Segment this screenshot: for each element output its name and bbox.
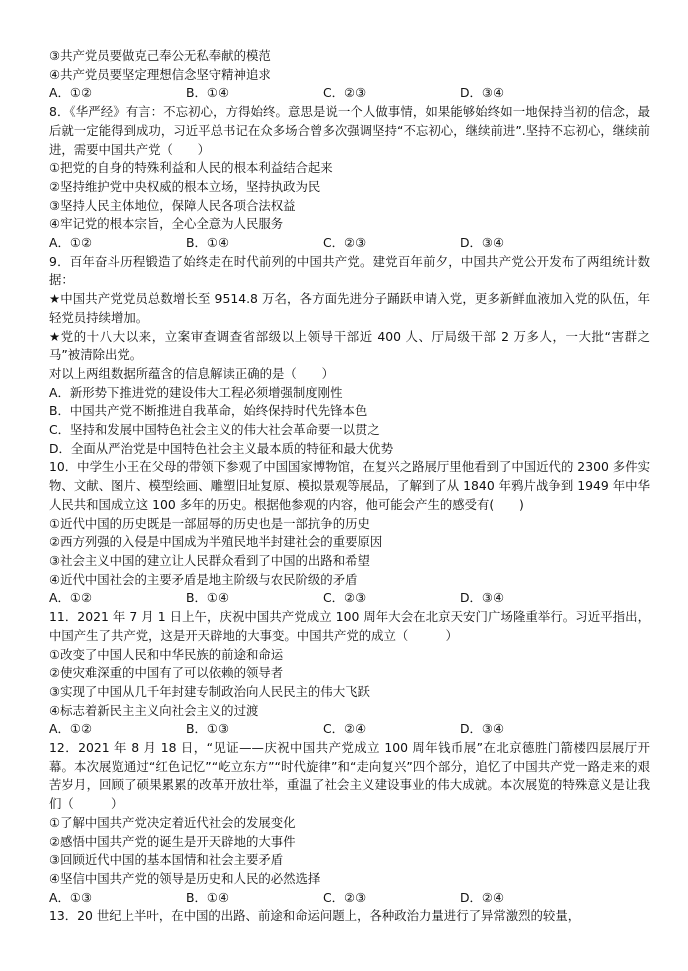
- option-c: C．②③: [323, 85, 367, 101]
- option-d: D．③④: [460, 235, 505, 251]
- statement-3: ③回顾近代中国的基本国情和社会主要矛盾: [49, 852, 284, 868]
- answer-options: [49, 234, 650, 253]
- option-b: B．①④: [186, 85, 230, 101]
- data-item-2: ★党的十八大以来，立案审查调查省部级以上领导干部近 400 人、厅局级干部 2 万多人，一大批“害群之马”被清除出党。: [49, 328, 650, 363]
- statement-3: ③社会主义中国的建立让人民群众看到了中国的出路和希望: [49, 552, 370, 568]
- option-a: A．①②: [49, 85, 93, 101]
- statement-3: ③共产党员要做克己奉公无私奉献的模范: [49, 48, 271, 63]
- previous-question-tail: [49, 47, 650, 103]
- question-stem: 8．《华严经》有言：不忘初心，方得始终。意思是说一个人做事情，如果能够始终如一地保持当初的信念，最后就一定能得到成功，习近平总书记在众多场合曾多次强调坚持“不忘初心，继续前进”.坚持不忘初心，继续前进，需要中国共产党（ ）: [49, 104, 650, 157]
- question-10: [49, 458, 650, 608]
- statement-1: ①把党的自身的特殊利益和人民的根本利益结合起来: [49, 160, 333, 176]
- option-a: A．①③: [49, 889, 93, 905]
- question-12: [49, 739, 650, 907]
- answer-options: [49, 889, 650, 908]
- option-b: B．①④: [186, 590, 230, 606]
- choice-c: C．坚持和发展中国特色社会主义的伟大社会革命要一以贯之: [49, 422, 380, 438]
- option-b: B．①③: [186, 721, 230, 737]
- question-9: [49, 253, 650, 459]
- statement-4: ④近代中国社会的主要矛盾是地主阶级与农民阶级的矛盾: [49, 571, 358, 587]
- option-d: D．②④: [460, 889, 505, 905]
- answer-options: [49, 84, 650, 103]
- choice-d: D．全面从严治党是中国特色社会主义最本质的特征和最大优势: [49, 440, 394, 456]
- statement-4: ④共产党员要坚定理想信念坚守精神追求: [49, 66, 271, 82]
- statement-1: ①了解中国共产党决定着近代社会的发展变化: [49, 814, 296, 830]
- answer-options: [49, 720, 650, 739]
- statement-3: ③实现了中国从几千年封建专制政治向人民民主的伟大飞跃: [49, 683, 370, 699]
- question-stem: 12．2021 年 8 月 18 日，“见证——庆祝中国共产党成立 100 周年钱币展”在北京德胜门箭楼四层展厅开幕。本次展览通过“红色记忆”“屹立东方”“时代旋律”和“走向复兴”四个部分，追忆了中国共产党一路走来的艰苦岁月，回顾了硕果累累的改革开放壮举，重温了社会主义建设事业的伟大成就。本次展览的特殊意义是让我们（ ）: [49, 740, 650, 812]
- option-c: C．②③: [323, 235, 367, 251]
- question-11: [49, 608, 650, 739]
- statement-4: ④坚信中国共产党的领导是历史和人民的必然选择: [49, 870, 321, 886]
- option-b: B．①④: [186, 235, 230, 251]
- statement-1: ①改变了中国人民和中华民族的前途和命运: [49, 646, 284, 662]
- question-13: [49, 907, 650, 926]
- question-stem: 10．中学生小王在父母的带领下参观了中国国家博物馆，在复兴之路展厅里他看到了中国近代的 2300 多件实物、文献、图片、模型绘画、雕塑旧址复原、模拟景观等展品，了解到了从 1840 年鸦片战争到 1949 年中华人民共和国成立这 100 多年的历史。根据他参观的内容，他可能会产生的感受有( ): [49, 459, 650, 512]
- statement-3: ③坚持人民主体地位，保障人民各项合法权益: [49, 197, 296, 213]
- data-item-1: ★中国共产党党员总数增长至 9514.8 万名，各方面先进分子踊跃申请入党，更多新鲜血液加入党的队伍，年轻党员持续增加。: [49, 291, 650, 325]
- answer-options: [49, 589, 650, 608]
- choice-a: A．新形势下推进党的建设伟大工程必须增强制度刚性: [49, 384, 343, 400]
- question-8: [49, 103, 650, 253]
- question-stem: 13．20 世纪上半叶，在中国的出路、前途和命运问题上，各种政治力量进行了异常激烈的较量，: [49, 908, 581, 924]
- statement-4: ④标志着新民主主义向社会主义的过渡: [49, 702, 259, 718]
- statement-2: ②西方列强的入侵是中国成为半殖民地半封建社会的重要原因: [49, 534, 383, 550]
- option-b: B．①④: [186, 889, 230, 905]
- question-stem: 9．百年奋斗历程锻造了始终走在时代前列的中国共产党。建党百年前夕，中国共产党公开发布了两组统计数据：: [49, 253, 650, 288]
- question-stem: 11．2021 年 7 月 1 日上午，庆祝中国共产党成立 100 周年大会在北京天安门广场隆重举行。习近平指出，中国产生了共产党，这是开天辟地的大事变。中国共产党的成立（ ）: [49, 609, 650, 643]
- statement-1: ①近代中国的历史既是一部屈辱的历史也是一部抗争的历史: [49, 515, 370, 531]
- statement-4: ④牢记党的根本宗旨，全心全意为人民服务: [49, 216, 284, 232]
- option-c: C．②④: [323, 721, 367, 737]
- question-prompt: 对以上两组数据所蕴含的信息解读正确的是（ ）: [49, 365, 334, 381]
- option-d: D．③④: [460, 590, 505, 606]
- choice-b: B．中国共产党不断推进自我革命，始终保持时代先锋本色: [49, 403, 368, 419]
- statement-2: ②使灾难深重的中国有了可以依赖的领导者: [49, 665, 284, 681]
- option-d: D．③④: [460, 721, 505, 737]
- option-a: A．①②: [49, 721, 93, 737]
- option-c: C．②③: [323, 889, 367, 905]
- statement-2: ②感悟中国共产党的诞生是开天辟地的大事件: [49, 833, 296, 849]
- option-a: A．①②: [49, 590, 93, 606]
- option-c: C．②③: [323, 590, 367, 606]
- option-a: A．①②: [49, 235, 93, 251]
- statement-2: ②坚持维护党中央权威的根本立场，坚持执政为民: [49, 178, 321, 194]
- option-d: D．③④: [460, 85, 505, 101]
